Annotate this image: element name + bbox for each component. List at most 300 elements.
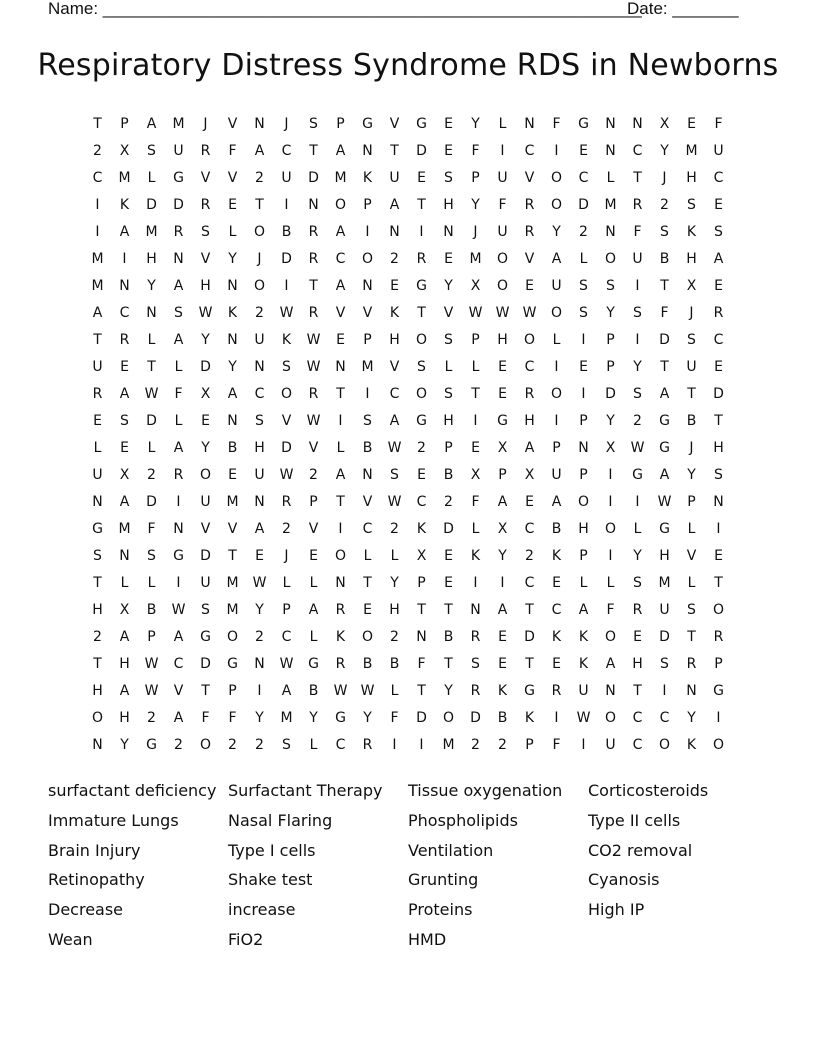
grid-letter: D	[416, 143, 427, 159]
grid-letter: K	[362, 170, 373, 186]
grid-letter: S	[606, 278, 615, 294]
grid-letter: B	[362, 440, 373, 456]
grid-letter: P	[579, 467, 588, 483]
grid-letter: H	[659, 548, 670, 564]
grid-letter: P	[525, 737, 534, 753]
grid-letter: D	[281, 440, 292, 456]
grid-letter: E	[579, 359, 588, 375]
grid-letter: O	[253, 224, 266, 240]
grid-letter: 2	[579, 224, 588, 240]
grid-letter: D	[416, 710, 427, 726]
grid-letter: 2	[255, 629, 264, 645]
grid-letter: F	[201, 710, 210, 726]
grid-letter: L	[309, 737, 318, 753]
grid-letter: V	[173, 683, 184, 699]
grid-letter: C	[335, 737, 346, 753]
grid-letter: O	[604, 521, 617, 537]
grid-letter: R	[119, 332, 130, 348]
grid-letter: R	[335, 656, 346, 672]
grid-letter: O	[550, 170, 563, 186]
grid-letter: R	[335, 602, 346, 618]
grid-letter: S	[147, 548, 156, 564]
grid-letter: V	[200, 251, 211, 267]
grid-letter: U	[713, 143, 724, 159]
grid-letter: M	[280, 710, 293, 726]
grid-letter: T	[471, 386, 480, 402]
grid-letter: F	[552, 116, 561, 132]
grid-letter: L	[687, 575, 696, 591]
grid-letter: R	[686, 656, 697, 672]
grid-letter: D	[605, 386, 616, 402]
grid-letter: N	[308, 197, 319, 213]
grid-letter: G	[578, 116, 589, 132]
grid-letter: G	[416, 116, 427, 132]
grid-letter: I	[554, 143, 559, 159]
grid-letter: W	[495, 305, 510, 321]
grid-letter: E	[471, 440, 480, 456]
grid-letter: B	[443, 467, 454, 483]
grid-letter: C	[254, 386, 265, 402]
grid-letter: T	[93, 656, 102, 672]
grid-letter: G	[308, 656, 319, 672]
grid-letter: R	[470, 629, 481, 645]
grid-letter: M	[658, 575, 671, 591]
grid-letter: Y	[606, 305, 615, 321]
grid-letter: L	[282, 575, 291, 591]
grid-letter: J	[284, 548, 289, 564]
grid-letter: E	[336, 332, 345, 348]
grid-letter: L	[147, 170, 156, 186]
word-list-item: Grunting	[408, 870, 479, 890]
grid-letter: G	[632, 467, 643, 483]
grid-letter: N	[173, 251, 184, 267]
grid-letter: O	[280, 386, 293, 402]
grid-letter: A	[227, 386, 238, 402]
grid-letter: O	[550, 386, 563, 402]
grid-letter: G	[659, 413, 670, 429]
grid-letter: W	[198, 305, 213, 321]
grid-letter: 2	[147, 710, 156, 726]
grid-letter: M	[604, 197, 617, 213]
grid-letter: L	[471, 521, 480, 537]
grid-letter: E	[417, 467, 426, 483]
grid-letter: M	[91, 251, 104, 267]
grid-letter: U	[200, 575, 211, 591]
grid-letter: H	[389, 332, 400, 348]
grid-letter: I	[554, 359, 559, 375]
grid-letter: H	[686, 170, 697, 186]
grid-letter: H	[146, 251, 157, 267]
grid-letter: E	[201, 413, 210, 429]
grid-letter: S	[633, 575, 642, 591]
grid-letter: E	[525, 494, 534, 510]
word-list-item: Cyanosis	[588, 870, 660, 890]
grid-letter: I	[608, 548, 613, 564]
grid-letter: T	[93, 575, 102, 591]
grid-letter: C	[632, 710, 643, 726]
grid-letter: A	[173, 278, 184, 294]
grid-letter: I	[176, 575, 181, 591]
grid-letter: R	[470, 683, 481, 699]
grid-letter: I	[95, 197, 100, 213]
grid-row	[84, 705, 732, 732]
grid-letter: T	[147, 359, 156, 375]
grid-row	[84, 138, 732, 165]
grid-letter: M	[361, 359, 374, 375]
grid-row	[84, 570, 732, 597]
grid-letter: N	[254, 359, 265, 375]
grid-letter: K	[578, 656, 589, 672]
grid-letter: F	[228, 143, 237, 159]
grid-letter: O	[226, 629, 239, 645]
grid-letter: D	[146, 197, 157, 213]
grid-letter: T	[660, 359, 669, 375]
grid-letter: I	[554, 710, 559, 726]
header-line	[48, 0, 768, 22]
grid-letter: T	[714, 413, 723, 429]
grid-letter: P	[120, 116, 129, 132]
grid-letter: V	[686, 548, 697, 564]
grid-letter: I	[365, 386, 370, 402]
grid-letter: B	[551, 521, 562, 537]
grid-letter: U	[497, 170, 508, 186]
grid-letter: 2	[93, 143, 102, 159]
grid-letter: N	[713, 494, 724, 510]
grid-letter: C	[713, 170, 724, 186]
grid-letter: S	[147, 143, 156, 159]
grid-letter: W	[468, 305, 483, 321]
grid-letter: 2	[660, 197, 669, 213]
grid-letter: A	[173, 332, 184, 348]
grid-row	[84, 435, 732, 462]
grid-letter: U	[254, 332, 265, 348]
grid-row	[84, 543, 732, 570]
grid-row	[84, 462, 732, 489]
grid-letter: R	[524, 197, 535, 213]
grid-letter: O	[712, 602, 725, 618]
grid-letter: N	[362, 143, 373, 159]
grid-letter: M	[469, 251, 482, 267]
grid-letter: B	[281, 224, 292, 240]
grid-letter: Y	[552, 224, 561, 240]
grid-letter: S	[363, 413, 372, 429]
grid-letter: Y	[471, 116, 480, 132]
grid-row	[84, 516, 732, 543]
grid-letter: T	[201, 683, 210, 699]
grid-letter: K	[551, 629, 562, 645]
grid-letter: A	[578, 602, 589, 618]
grid-letter: N	[578, 440, 589, 456]
grid-letter: O	[253, 278, 266, 294]
grid-letter: W	[360, 683, 375, 699]
grid-letter: F	[606, 602, 615, 618]
word-list-item: Surfactant Therapy	[228, 781, 383, 800]
grid-letter: D	[200, 656, 211, 672]
grid-letter: O	[91, 710, 104, 726]
grid-letter: E	[579, 143, 588, 159]
grid-letter: I	[581, 737, 586, 753]
grid-letter: M	[226, 575, 239, 591]
grid-letter: A	[659, 467, 670, 483]
grid-letter: X	[416, 548, 427, 564]
grid-letter: S	[93, 548, 102, 564]
grid-letter: E	[444, 143, 453, 159]
grid-letter: O	[361, 629, 374, 645]
grid-letter: O	[604, 251, 617, 267]
grid-letter: E	[498, 656, 507, 672]
grid-letter: L	[579, 575, 588, 591]
grid-letter: T	[417, 683, 426, 699]
grid-letter: J	[473, 224, 478, 240]
grid-row	[84, 732, 732, 759]
grid-letter: E	[552, 656, 561, 672]
grid-letter: I	[473, 413, 478, 429]
grid-letter: F	[633, 224, 642, 240]
grid-letter: A	[119, 629, 130, 645]
grid-letter: U	[686, 359, 697, 375]
grid-letter: J	[662, 170, 667, 186]
grid-letter: 2	[147, 467, 156, 483]
grid-letter: T	[687, 386, 696, 402]
grid-letter: J	[257, 251, 262, 267]
grid-letter: G	[173, 170, 184, 186]
grid-letter: L	[174, 359, 183, 375]
grid-letter: I	[419, 737, 424, 753]
grid-letter: P	[363, 197, 372, 213]
grid-letter: U	[92, 467, 103, 483]
grid-letter: A	[119, 494, 130, 510]
grid-letter: K	[497, 683, 508, 699]
grid-letter: K	[335, 629, 346, 645]
grid-letter: E	[498, 386, 507, 402]
grid-letter: S	[444, 332, 453, 348]
grid-letter: P	[606, 359, 615, 375]
grid-letter: N	[119, 278, 130, 294]
grid-letter: R	[173, 224, 184, 240]
grid-letter: T	[633, 683, 642, 699]
grid-row	[84, 246, 732, 273]
grid-letter: R	[632, 197, 643, 213]
grid-letter: H	[119, 710, 130, 726]
grid-row	[84, 219, 732, 246]
grid-letter: T	[417, 305, 426, 321]
grid-letter: I	[284, 278, 289, 294]
grid-letter: G	[173, 548, 184, 564]
grid-letter: N	[686, 683, 697, 699]
grid-letter: Y	[228, 359, 237, 375]
grid-letter: Y	[606, 413, 615, 429]
grid-letter: G	[200, 629, 211, 645]
grid-letter: W	[576, 710, 591, 726]
grid-letter: X	[200, 386, 211, 402]
grid-letter: S	[579, 278, 588, 294]
grid-letter: 2	[282, 521, 291, 537]
grid-letter: G	[416, 413, 427, 429]
grid-letter: D	[173, 197, 184, 213]
grid-letter: P	[498, 467, 507, 483]
grid-letter: C	[389, 386, 400, 402]
grid-letter: 2	[444, 494, 453, 510]
grid-letter: Y	[687, 467, 696, 483]
grid-letter: U	[551, 467, 562, 483]
grid-letter: M	[334, 170, 347, 186]
grid-letter: T	[309, 278, 318, 294]
grid-letter: A	[389, 413, 400, 429]
grid-letter: W	[306, 332, 321, 348]
grid-letter: S	[444, 170, 453, 186]
grid-letter: S	[255, 413, 264, 429]
grid-letter: R	[308, 251, 319, 267]
grid-letter: S	[444, 386, 453, 402]
grid-letter: N	[335, 575, 346, 591]
grid-letter: B	[497, 710, 508, 726]
grid-letter: W	[522, 305, 537, 321]
grid-letter: A	[659, 386, 670, 402]
grid-letter: Y	[255, 602, 264, 618]
word-list-item: Phospholipids	[408, 810, 518, 830]
grid-letter: O	[577, 494, 590, 510]
grid-letter: C	[578, 170, 589, 186]
grid-letter: E	[228, 197, 237, 213]
grid-letter: 2	[390, 521, 399, 537]
grid-letter: B	[659, 251, 670, 267]
grid-letter: H	[524, 413, 535, 429]
grid-letter: N	[416, 629, 427, 645]
grid-letter: I	[635, 332, 640, 348]
grid-letter: N	[605, 224, 616, 240]
grid-letter: C	[173, 656, 184, 672]
grid-letter: L	[498, 116, 507, 132]
grid-letter: H	[497, 332, 508, 348]
grid-letter: K	[470, 548, 481, 564]
grid-letter: A	[173, 440, 184, 456]
grid-letter: V	[200, 170, 211, 186]
grid-letter: I	[554, 413, 559, 429]
grid-letter: A	[119, 386, 130, 402]
grid-letter: O	[415, 386, 428, 402]
grid-letter: O	[550, 305, 563, 321]
grid-letter: E	[120, 440, 129, 456]
word-list-item: Type I cells	[228, 840, 316, 860]
grid-letter: M	[685, 143, 698, 159]
grid-letter: F	[174, 386, 183, 402]
grid-letter: N	[470, 602, 481, 618]
grid-letter: F	[228, 710, 237, 726]
grid-letter: C	[281, 143, 292, 159]
grid-letter: R	[200, 197, 211, 213]
grid-letter: A	[173, 629, 184, 645]
grid-letter: R	[713, 305, 724, 321]
word-list-item: Proteins	[408, 900, 473, 920]
grid-letter: T	[93, 116, 102, 132]
grid-letter: D	[443, 521, 454, 537]
grid-letter: H	[254, 440, 265, 456]
grid-letter: Y	[660, 143, 669, 159]
grid-letter: E	[714, 548, 723, 564]
grid-letter: O	[334, 548, 347, 564]
grid-row	[84, 489, 732, 516]
grid-letter: T	[714, 575, 723, 591]
grid-letter: Y	[363, 710, 372, 726]
grid-letter: N	[524, 116, 535, 132]
grid-letter: S	[687, 602, 696, 618]
grid-letter: S	[282, 737, 291, 753]
grid-letter: E	[633, 629, 642, 645]
grid-letter: P	[282, 602, 291, 618]
grid-letter: E	[417, 170, 426, 186]
grid-letter: S	[282, 359, 291, 375]
grid-letter: W	[171, 602, 186, 618]
grid-letter: H	[119, 656, 130, 672]
grid-letter: O	[199, 467, 212, 483]
grid-letter: O	[199, 737, 212, 753]
grid-letter: G	[713, 683, 724, 699]
grid-letter: N	[389, 224, 400, 240]
grid-letter: V	[308, 440, 319, 456]
grid-letter: P	[363, 332, 372, 348]
grid-letter: P	[228, 683, 237, 699]
grid-letter: P	[579, 413, 588, 429]
grid-letter: S	[714, 467, 723, 483]
grid-letter: T	[444, 656, 453, 672]
grid-letter: V	[227, 521, 238, 537]
name-field: Name: _________________________________________________________	[48, 0, 642, 18]
grid-letter: D	[659, 629, 670, 645]
grid-letter: K	[551, 548, 562, 564]
grid-letter: F	[417, 656, 426, 672]
grid-letter: S	[309, 116, 318, 132]
grid-letter: I	[284, 197, 289, 213]
grid-letter: A	[92, 305, 103, 321]
grid-letter: L	[633, 521, 642, 537]
grid-letter: N	[443, 224, 454, 240]
grid-letter: R	[632, 602, 643, 618]
grid-letter: H	[443, 197, 454, 213]
grid-letter: P	[147, 629, 156, 645]
grid-letter: L	[336, 440, 345, 456]
grid-letter: U	[497, 224, 508, 240]
date-field: Date: _______	[627, 0, 739, 18]
grid-letter: B	[308, 683, 319, 699]
grid-letter: X	[605, 440, 616, 456]
grid-letter: S	[660, 656, 669, 672]
grid-letter: C	[416, 494, 427, 510]
grid-letter: O	[604, 710, 617, 726]
grid-letter: C	[92, 170, 103, 186]
grid-letter: I	[500, 575, 505, 591]
grid-letter: T	[633, 170, 642, 186]
grid-letter: H	[632, 656, 643, 672]
grid-letter: S	[417, 359, 426, 375]
grid-letter: R	[308, 305, 319, 321]
grid-letter: 2	[390, 629, 399, 645]
grid-letter: P	[552, 440, 561, 456]
grid-letter: S	[174, 305, 183, 321]
grid-letter: N	[254, 494, 265, 510]
grid-letter: R	[200, 143, 211, 159]
grid-letter: C	[659, 710, 670, 726]
grid-letter: V	[227, 116, 238, 132]
word-list-item: High IP	[588, 900, 645, 920]
grid-letter: I	[635, 494, 640, 510]
grid-letter: T	[687, 629, 696, 645]
grid-letter: A	[713, 251, 724, 267]
grid-letter: L	[228, 224, 237, 240]
grid-letter: N	[227, 332, 238, 348]
grid-letter: P	[687, 494, 696, 510]
grid-letter: G	[497, 413, 508, 429]
grid-letter: K	[416, 521, 427, 537]
